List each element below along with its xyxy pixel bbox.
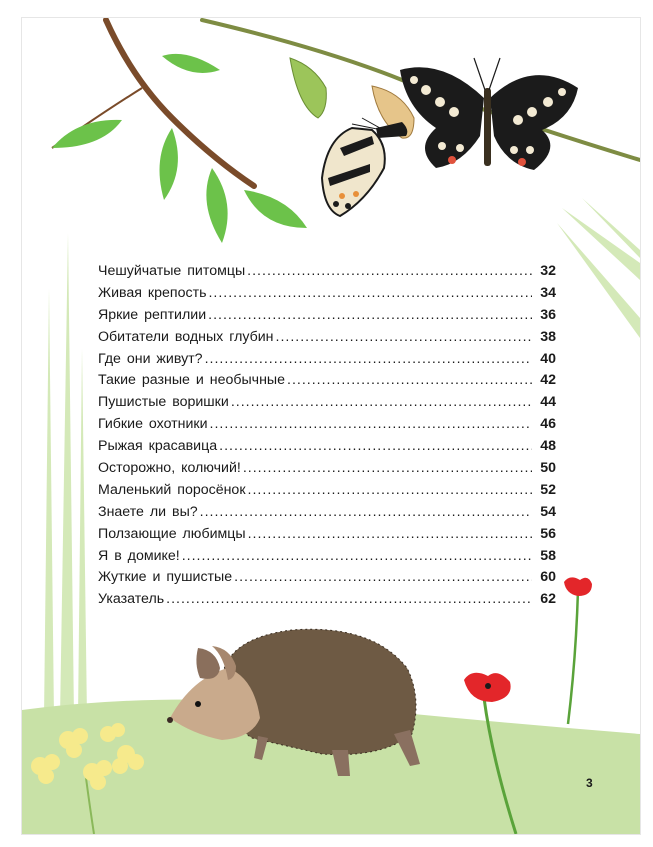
toc-entry-title: Ползающие любимцы [98, 525, 246, 542]
toc-entry[interactable] [98, 285, 556, 307]
toc-dot-leader [208, 307, 532, 323]
toc-entry[interactable] [98, 548, 556, 570]
toc-entry[interactable] [98, 416, 556, 438]
toc-entry-title: Чешуйчатые питомцы [98, 263, 246, 279]
toc-dot-leader [276, 329, 533, 345]
toc-dot-leader [248, 482, 532, 498]
toc-dot-leader [166, 591, 532, 607]
toc-entry-page: 54 [540, 503, 556, 520]
toc-entry-page: 40 [540, 350, 556, 367]
toc-entry-title: Яркие рептилии [98, 306, 207, 323]
toc-dot-leader [248, 526, 532, 542]
toc-entry-page: 34 [540, 284, 556, 301]
toc-entry[interactable] [98, 438, 556, 460]
toc-entry[interactable] [98, 460, 556, 482]
toc-entry-page: 32 [540, 263, 556, 279]
table-of-contents [98, 263, 556, 613]
toc-dot-leader [210, 416, 532, 432]
toc-entry-page: 56 [540, 525, 556, 542]
branch-icon [52, 20, 254, 186]
toc-entry-page: 58 [540, 547, 556, 564]
toc-entry[interactable] [98, 569, 556, 591]
toc-entry[interactable] [98, 526, 556, 548]
toc-entry-title: Жуткие и пушистые [98, 569, 233, 586]
toc-entry-page: 50 [540, 460, 556, 477]
toc-dot-leader [234, 569, 532, 585]
toc-entry-title: Знаете ли вы? [98, 503, 198, 520]
toc-dot-leader [219, 438, 532, 454]
toc-entry-page: 48 [540, 438, 556, 455]
toc-entry[interactable] [98, 504, 556, 526]
toc-entry[interactable] [98, 307, 556, 329]
toc-entry-title: Гибкие охотники [98, 416, 208, 433]
toc-entry[interactable] [98, 482, 556, 504]
toc-entry[interactable] [98, 372, 556, 394]
toc-dot-leader [200, 504, 532, 520]
toc-entry-page: 36 [540, 306, 556, 323]
toc-dot-leader [208, 285, 532, 301]
toc-entry[interactable] [98, 329, 556, 351]
toc-entry-page: 52 [540, 481, 556, 498]
page-number: 3 [586, 776, 593, 790]
toc-entry-title: Где они живут? [98, 350, 203, 367]
toc-entry-title: Такие разные и необычные [98, 372, 285, 389]
toc-entry-title: Я в домике! [98, 547, 180, 564]
toc-entry-title: Маленький поросёнок [98, 481, 246, 498]
toc-entry-page: 46 [540, 416, 556, 433]
toc-entry[interactable] [98, 394, 556, 416]
toc-entry-title: Пушистые воришки [98, 394, 229, 411]
toc-dot-leader [182, 548, 532, 564]
butterfly-icon [400, 58, 578, 170]
toc-entry-page: 42 [540, 372, 556, 389]
leaf-icon [52, 54, 307, 243]
book-page [22, 18, 640, 834]
toc-entry-title: Живая крепость [98, 284, 207, 301]
toc-entry-page: 62 [540, 591, 556, 608]
toc-entry-title: Осторожно, колючий! [98, 460, 241, 477]
toc-entry-page: 44 [540, 394, 556, 411]
toc-dot-leader [243, 460, 532, 476]
toc-dot-leader [287, 372, 532, 388]
butterfly-icon [322, 118, 407, 216]
toc-entry-title: Указатель [98, 591, 165, 608]
toc-entry[interactable] [98, 591, 556, 613]
toc-entry-title: Обитатели водных глубин [98, 328, 274, 345]
toc-entry[interactable] [98, 263, 556, 285]
toc-entry-page: 38 [540, 328, 556, 345]
toc-entry-title: Рыжая красавица [98, 438, 218, 455]
toc-dot-leader [231, 394, 532, 410]
toc-dot-leader [205, 351, 532, 367]
toc-entry-page: 60 [540, 569, 556, 586]
toc-entry[interactable] [98, 351, 556, 373]
toc-dot-leader [247, 263, 532, 279]
